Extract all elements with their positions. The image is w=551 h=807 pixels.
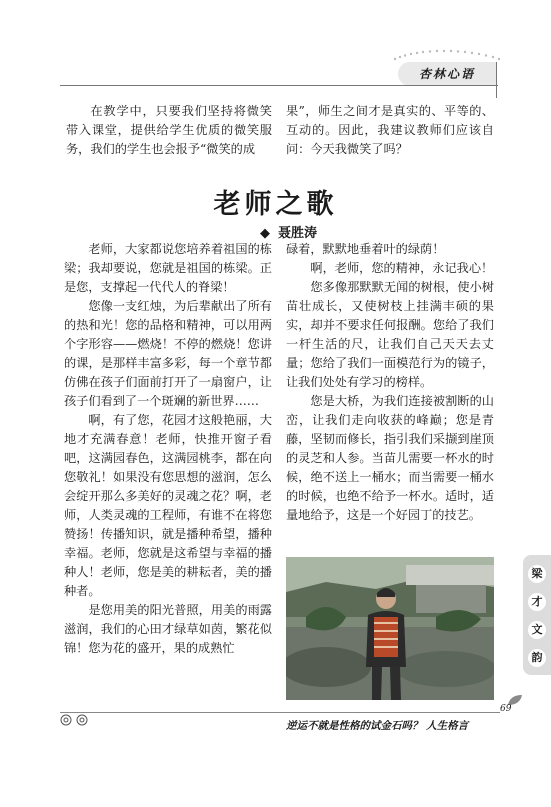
- footer-divider: [60, 712, 500, 713]
- article-left-column: [64, 240, 272, 658]
- paragraph: 啊，老师，您的精神，永记我心！: [310, 261, 494, 275]
- page-number: 69: [500, 704, 512, 714]
- diamond-icon: ◆: [260, 226, 270, 241]
- side-tab-char: 韵: [528, 649, 546, 667]
- side-section-tab: [523, 555, 551, 675]
- article-title: 老师之歌: [213, 189, 338, 220]
- paragraph: 老师，大家都说您培养着祖国的栋梁；我却要说，您就是祖国的栋梁。正是您，支撑起一代代人的脊梁！: [64, 242, 272, 294]
- paragraph: 您多像那默默无闻的树根，使小树苗壮成长，又使树枝上挂满丰硕的果实，却并不要求任何报酬。您给了我们一杆生活的尺，让我们自己天天去丈量；您给了我们一面模范行为的镜子，让我们处处有学习的榜样。: [286, 280, 494, 389]
- intro-left-text: 在教学中，只要我们坚持将微笑带入课堂，提供给学生优质的微笑服务，我们的学生也会报予“微笑的成: [66, 104, 272, 156]
- article-author: [260, 222, 317, 241]
- intro-right-column: [286, 102, 494, 159]
- header-vertical-divider: [496, 62, 497, 98]
- author-name: 聂胜涛: [278, 226, 318, 241]
- paragraph: 碌着，默默地垂着叶的绿荫！: [286, 242, 445, 256]
- header-divider: [60, 85, 498, 86]
- paragraph: 啊，有了您，花园才这般艳丽，大地才充满春意！老师，快推开窗子看吧，这满园春色，这满园桃李，都在向您敬礼！如果没有您思想的滋润，怎么会绽开那么多美好的灵魂之花？啊，老师，人类灵魂的工程师，有谁不在将您赞扬！传播知识，就是播种希望，播种幸福。老师，您就是这希望与幸福的播种人！老师，您是美的耕耘者，美的播种者。: [64, 413, 272, 598]
- section-header-label: 杏林心语: [398, 62, 496, 86]
- intro-right-text: 果”，师生之间才是真实的、平等的、互动的。因此，我建议教师们应该自问：今天我微笑了吗？: [286, 104, 494, 156]
- footer-quote: 逆运不就是性格的试金石吗？ 人生格言: [286, 720, 469, 732]
- paragraph: 是您用美的阳光普照，用美的雨露滋润，我们的心田才绿草如茵，繁花似锦！您为花的盛开，果的成熟忙: [64, 603, 272, 655]
- paragraph: 您是大桥，为我们连接被割断的山峦，让我们走向收获的峰巅；您是青藤，坚韧而修长，指引我们采撷到崖顶的灵芝和人参。当苗儿需要一杯水的时候，绝不送上一桶水；而当需要一桶水的时候，也绝不给予一杯水。适时，适量地给予，这是一个好园丁的技艺。: [286, 394, 494, 522]
- author-photo: [286, 557, 494, 700]
- header-dot-ornament: [392, 47, 502, 61]
- intro-left-column: [66, 102, 272, 159]
- side-tab-char: 才: [528, 593, 546, 611]
- article-right-column: [286, 240, 494, 525]
- side-tab-char: 文: [528, 621, 546, 639]
- paragraph: 您像一支红烛，为后辈献出了所有的热和光！您的品格和精神，可以用两个字形容——燃烧！不停的燃烧！您讲的课，是那样丰富多彩，每一个章节都仿佛在孩子们面前打开了一扇窗户，让孩子们看到了一个斑斓的新世界……: [64, 299, 272, 408]
- side-tab-char: 梁: [528, 565, 546, 583]
- flower-ornament-icon: [58, 712, 92, 730]
